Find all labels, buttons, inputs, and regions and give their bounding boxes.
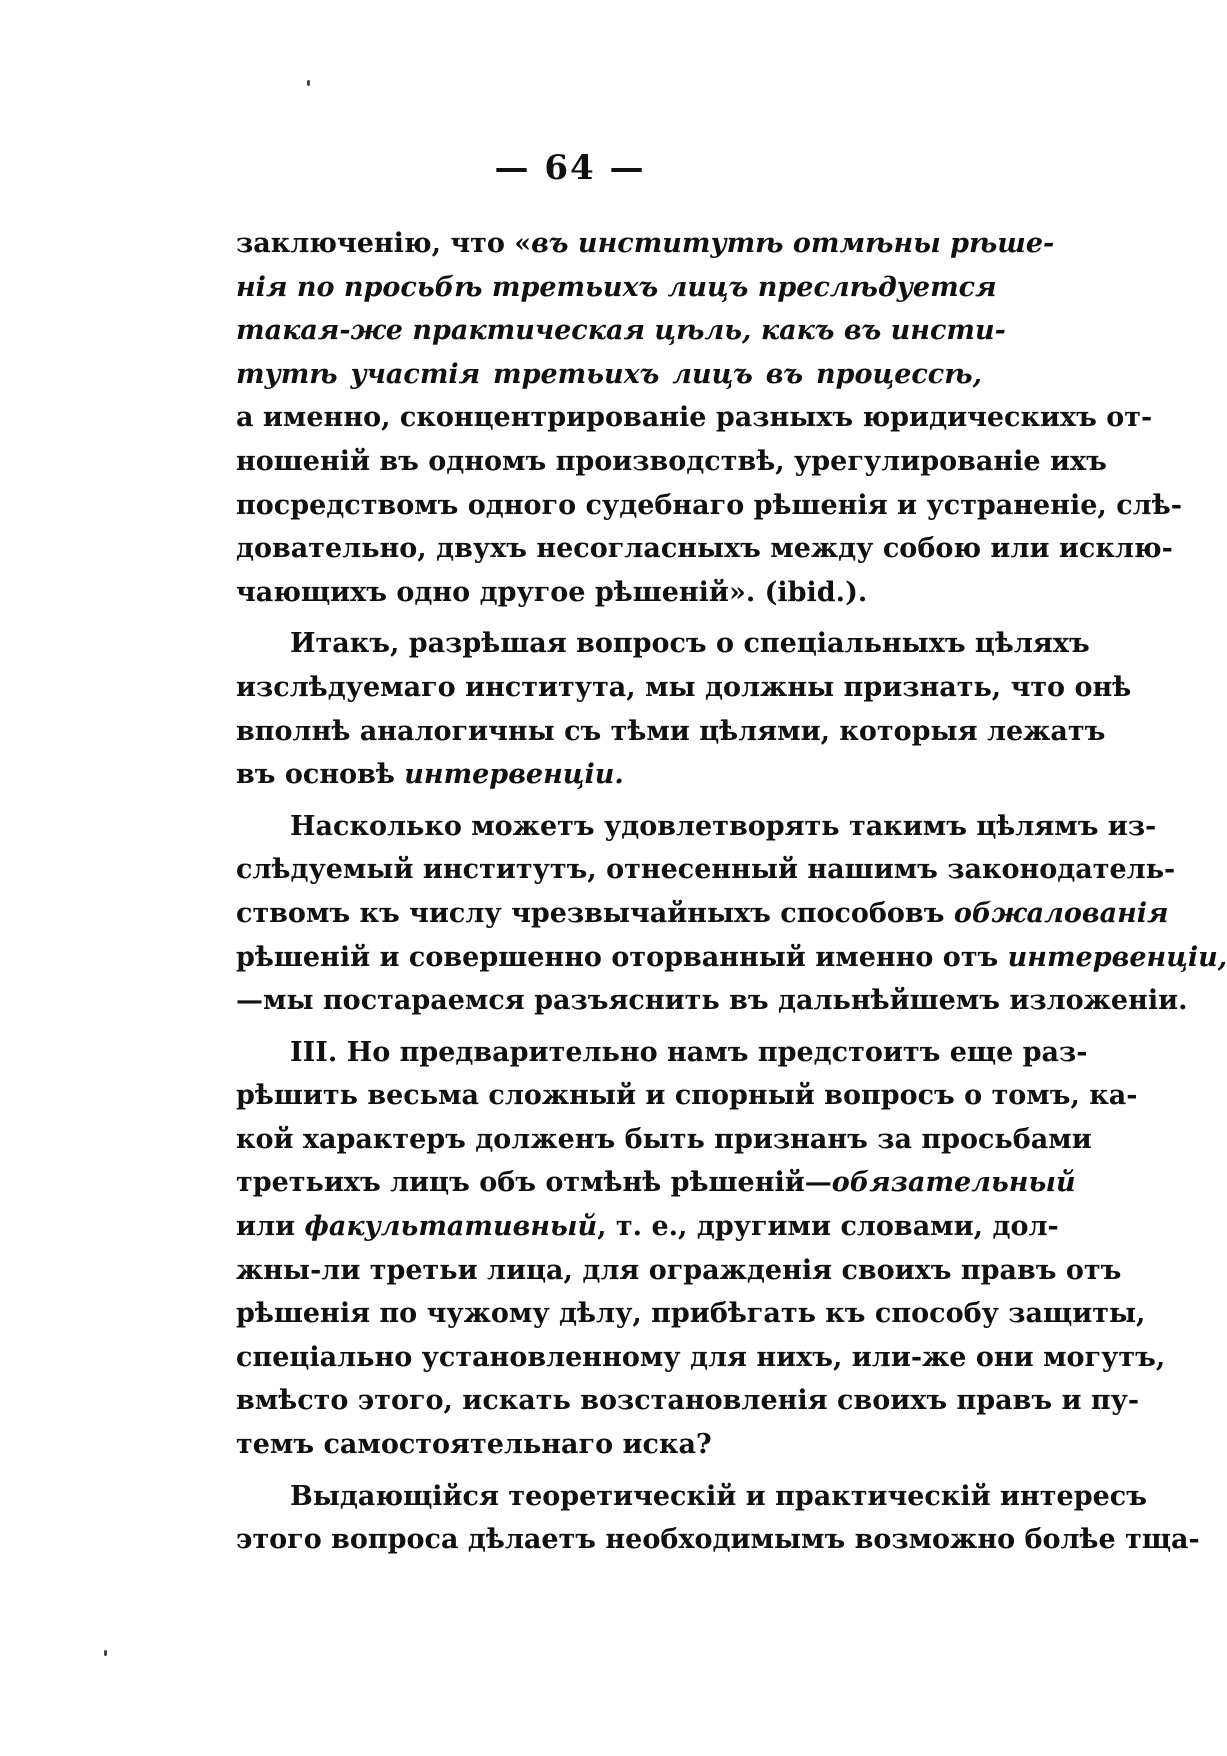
text-run: III. Но предварительно намъ предстоитъ еще раз-	[290, 1036, 1088, 1068]
text-run: рѣшеній и совершенно оторванный именно отъ	[236, 941, 1008, 973]
text-line	[236, 571, 982, 615]
text-line	[236, 1074, 1138, 1118]
text-line	[236, 1379, 1140, 1423]
text-run: слѣдуемый институтъ, отнесенный нашимъ законодатель-	[236, 854, 1176, 886]
text-run: Итакъ, разрѣшая вопросъ о спеціальныхъ цѣляхъ	[290, 628, 1090, 660]
text-line	[236, 266, 997, 310]
paragraph-1	[236, 222, 1182, 614]
text-line	[236, 892, 1169, 936]
paragraph-4	[236, 1031, 1166, 1467]
text-run: ношеній въ одномъ производствѣ, урегулированіе ихъ	[236, 445, 1107, 477]
text-run: третьихъ лицъ объ отмѣнѣ рѣшеній—	[236, 1167, 832, 1199]
text-run: въ основѣ	[236, 759, 405, 791]
italic-phrase: въ институтѣ отмѣны рѣше-	[531, 228, 1055, 259]
text-line	[236, 1205, 1059, 1249]
text-run: —мы постараемся разъяснить въ дальнѣйшемъ изложеніи.	[236, 985, 1188, 1017]
text-line	[236, 1161, 1076, 1205]
text-run: жны-ли третьи лица, для огражденія своихъ правъ отъ	[236, 1254, 1122, 1286]
text-run: а именно, сконцентрированіе разныхъ юридическихъ от-	[236, 402, 1153, 434]
text-line	[236, 309, 1006, 353]
text-line	[236, 440, 1107, 484]
text-run: спеціально установленному для нихъ, или-же они могутъ,	[236, 1341, 1166, 1373]
text-line	[236, 1336, 1166, 1380]
text-run: , т. е., другими словами, дол-	[597, 1211, 1059, 1243]
italic-phrase: факультативный	[304, 1211, 598, 1243]
text-line	[236, 1249, 1122, 1293]
page-number: — 64 —	[494, 148, 646, 188]
paragraph-3	[236, 805, 1227, 1023]
print-speck	[104, 1650, 107, 1656]
text-run: или	[236, 1211, 305, 1243]
text-run: чающихъ одно другое рѣшеній». (ibid.).	[236, 576, 868, 608]
text-run: этого вопроса дѣлаетъ необходимымъ возможно болѣе тща-	[236, 1524, 1200, 1556]
text-line	[236, 710, 1106, 754]
text-run: Выдающійся теоретическій и практическій интересъ	[290, 1480, 1147, 1512]
text-run: кой характеръ долженъ быть признанъ за просьбами	[236, 1123, 1092, 1155]
italic-phrase: интервенціи.	[404, 759, 624, 791]
text-run: посредствомъ одного судебнаго рѣшенія и устраненіе, слѣ-	[236, 489, 1182, 521]
text-run: ствомъ къ числу чрезвычайныхъ способовъ	[236, 897, 954, 929]
italic-phrase: нія по просьбѣ третьихъ лицъ преслѣдуется	[236, 271, 997, 303]
text-line	[236, 848, 1176, 892]
text-run: рѣшить весьма сложный и спорный вопросъ о томъ, ка-	[236, 1080, 1138, 1112]
text-line	[236, 527, 1173, 571]
text-line	[236, 1292, 1146, 1336]
text-line	[236, 1423, 982, 1467]
text-line	[236, 1518, 1200, 1562]
text-line	[236, 979, 1188, 1023]
text-run: вмѣсто этого, искать возстановленія своихъ правъ и пу-	[236, 1385, 1140, 1417]
text-run: изслѣдуемаго института, мы должны признать, что онѣ	[236, 671, 1132, 703]
text-run: рѣшенія по чужому дѣлу, прибѣгать къ способу защиты,	[236, 1298, 1146, 1330]
text-line	[236, 936, 1227, 980]
text-line	[236, 622, 1090, 666]
paragraph-2	[236, 622, 1132, 796]
text-run: довательно, двухъ несогласныхъ между собою или исклю-	[236, 533, 1173, 565]
text-run: вполнѣ аналогичны съ тѣми цѣлями, которыя лежатъ	[236, 715, 1106, 747]
text-run: Насколько можетъ удовлетворять такимъ цѣлямъ из-	[290, 810, 1157, 842]
paragraph-5	[236, 1475, 1200, 1562]
italic-phrase: обязательный	[831, 1167, 1076, 1199]
text-line	[236, 396, 1153, 440]
text-run: темъ самостоятельнаго иска?	[236, 1429, 712, 1461]
text-line	[236, 805, 1157, 849]
text-line	[236, 1031, 1088, 1075]
italic-phrase: интервенціи,	[1007, 941, 1227, 973]
body-text	[236, 222, 1227, 1562]
text-run: заключенію, что «	[236, 228, 532, 259]
text-line	[236, 666, 1132, 710]
text-line	[236, 484, 1182, 528]
text-line	[236, 1475, 1147, 1519]
text-line	[236, 1118, 1092, 1162]
text-line	[236, 353, 982, 397]
text-line	[236, 753, 982, 797]
italic-phrase: такая-же практическая цѣль, какъ въ инсти-	[236, 315, 1006, 347]
text-line	[236, 222, 1055, 266]
italic-phrase: обжалованія	[953, 897, 1169, 929]
print-speck	[307, 80, 310, 86]
italic-phrase: тутѣ участія третьихъ лицъ въ процессѣ,	[236, 358, 982, 390]
